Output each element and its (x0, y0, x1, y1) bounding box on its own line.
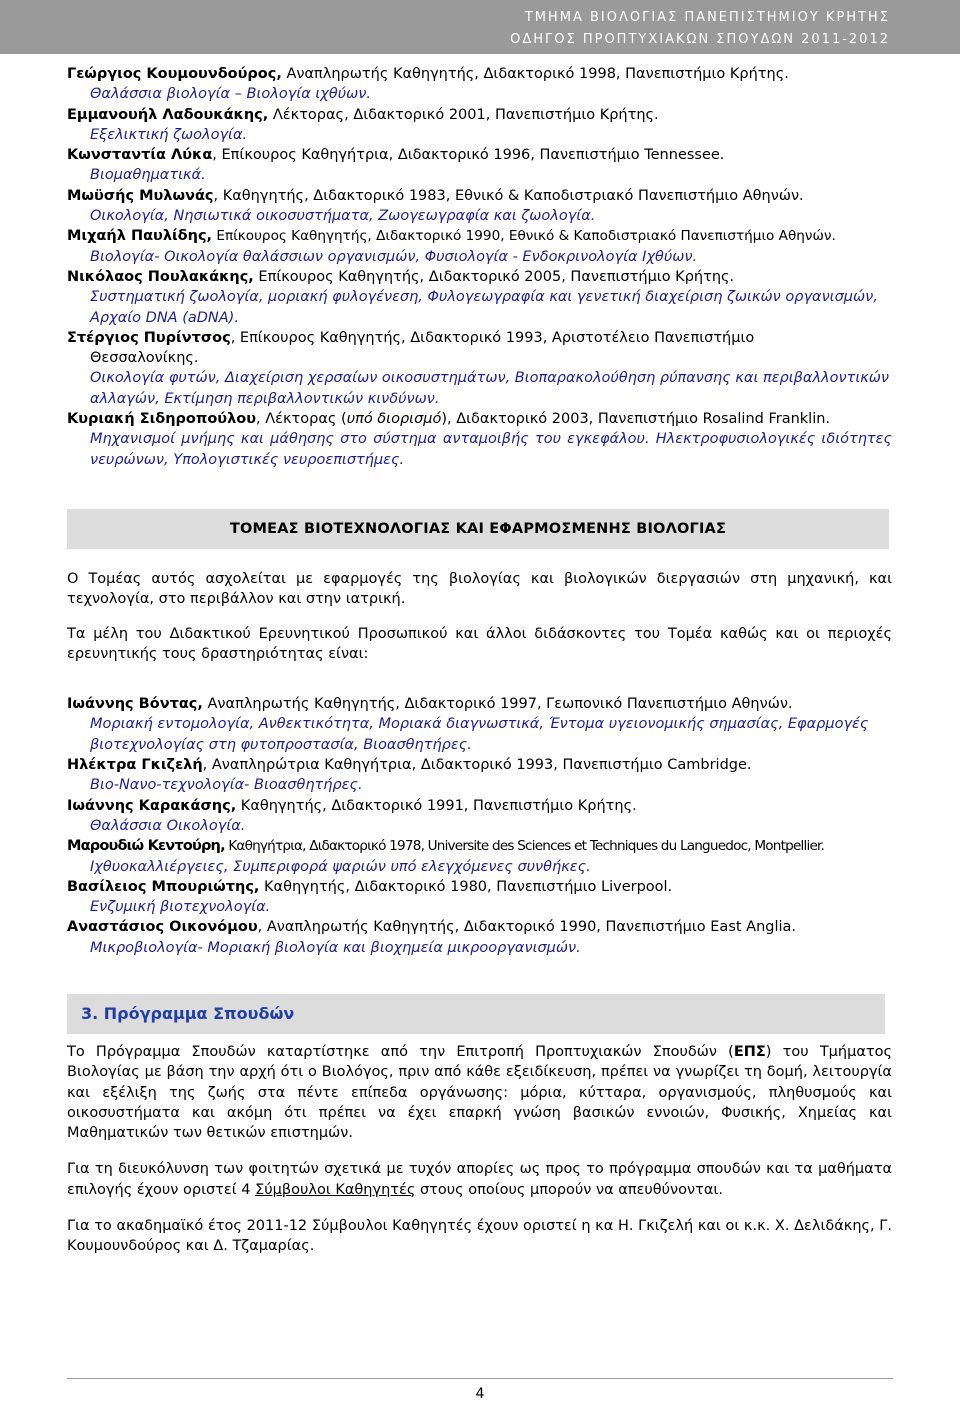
staff-name: Αναστάσιος Οικονόμου (67, 919, 258, 936)
staff-info: , Επίκουρος Καθηγήτρια, Διδακτορικό 1996, Πανεπιστήμιο Tennessee. (212, 147, 725, 164)
staff-field: Μικροβιολογία- Μοριακή βιολογία και βιοχημεία μικροοργανισμών. (90, 939, 581, 956)
advisors-link[interactable]: Σύμβουλοι Καθηγητές (255, 1181, 416, 1198)
staff-entry (67, 755, 892, 796)
page-number: 4 (475, 1386, 485, 1402)
staff-field: Μηχανισμοί μνήμης και μάθησης στο σύστημα ανταμοιβής του εγκεφάλου. Ηλεκτροφυσιολογικές ιδιότητες νευρώνων, Υπολογιστικές νευροεπιστήμες. (90, 431, 892, 468)
p2-post: στους οποίους μπορούν να απευθύνονται. (415, 1181, 723, 1198)
staff-info: Καθηγητής, Διδακτορικό 1980, Πανεπιστήμιο Liverpool. (259, 878, 673, 895)
staff-list-1 (67, 64, 892, 470)
staff-name: Βασίλειος Μπουριώτης, (67, 878, 260, 895)
page-header (0, 0, 960, 54)
p1-post: ) του Τμήματος Βιολογίας με βάση την αρχή ότι ο Βιολόγος, πριν από κάθε εξειδίκευση, πρέπει να γνωρίζει τη δομή, λειτουργία και εξέλιξη της ζωής στα πέντε επίπεδα οργάνωσης: μόρια, κύτταρα, οργανισμούς, πληθυσμούς και οικοσυστήματα και ακόμη ότι πρέπει να έχει επαρκή γνώση βασικών εννοιών, Φυσικής, Χημείας και Μαθηματικών των θετικών επιστημών. (67, 1043, 892, 1142)
staff-info-post: ), Διδακτορικό 2003, Πανεπιστήμιο Rosalind Franklin. (441, 411, 831, 428)
staff-name: Νικόλαος Πουλακάκης, (67, 268, 254, 285)
staff-entry (67, 917, 892, 958)
staff-field: Οικολογία φυτών, Διαχείριση χερσαίων οικοσυστημάτων, Βιοπαρακολούθηση ρύπανσης και περιβαλλοντικών αλλαγών, Εκτίμηση περιβαλλοντικών κινδύνων. (90, 370, 890, 407)
staff-name: Στέργιος Πυρίντσος (67, 329, 231, 346)
sector-title: ΤΟΜΕΑΣ ΒΙΟΤΕΧΝΟΛΟΓΙΑΣ ΚΑΙ ΕΦΑΡΜΟΣΜΕΝΗΣ ΒΙΟΛΟΓΙΑΣ (229, 520, 727, 537)
staff-entry (67, 64, 892, 105)
staff-info: Καθηγήτρια, Διδακτορικό 1978, Universite des Sciences et Techniques du Languedoc, Montpellier. (224, 838, 825, 855)
staff-list-2 (67, 694, 892, 958)
staff-info: Αναπληρωτής Καθηγητής, Διδακτορικό 1997, Γεωπονικό Πανεπιστήμιο Αθηνών. (202, 696, 793, 713)
staff-name: Μαρουδιώ Κεντούρη, (67, 838, 225, 855)
staff-entry (67, 796, 892, 837)
header-line-1: ΤΜΗΜΑ ΒΙΟΛΟΓΙΑΣ ΠΑΝΕΠΙΣΤΗΜΙΟΥ ΚΡΗΤΗΣ (524, 10, 890, 25)
staff-entry (67, 409, 892, 470)
staff-name: Ηλέκτρα Γκιζελή (67, 757, 203, 774)
staff-name: Κωνσταντία Λύκα (67, 147, 213, 164)
staff-info: Καθηγητής, Διδακτορικό 1991, Πανεπιστήμιο Κρήτης. (236, 797, 637, 814)
staff-info: , Καθηγητής, Διδακτορικό 1983, Εθνικό & Καποδιστριακό Πανεπιστήμιο Αθηνών. (213, 187, 804, 204)
staff-name: Κυριακή Σιδηροπούλου (67, 411, 257, 428)
staff-entry (67, 877, 892, 918)
staff-info: Λέκτορας, Διδακτορικό 2001, Πανεπιστήμιο Κρήτης. (268, 106, 659, 123)
section-title: 3. Πρόγραμμα Σπουδών (81, 1003, 295, 1023)
p1-pre: Το Πρόγραμμα Σπουδών καταρτίστηκε από την Επιτροπή Προπτυχιακών Σπουδών ( (67, 1043, 734, 1060)
staff-field: Βιολογία- Οικολογία θαλάσσιων οργανισμών, Φυσιολογία - Ενδοκρινολογία Ιχθύων. (90, 248, 698, 265)
staff-entry (67, 105, 892, 146)
staff-entry (67, 267, 892, 328)
staff-info: , Επίκουρος Καθηγητής, Διδακτορικό 1993, Αριστοτέλειο Πανεπιστήμιο (230, 329, 755, 346)
sector-intro-1: Ο Τομέας αυτός ασχολείται με εφαρμογές της βιολογίας και βιολογικών διεργασιών στη μηχανική, και τεχνολογία, στο περιβάλλον και στην ιατρική. (67, 570, 892, 608)
section-paragraph-3: Για το ακαδημαϊκό έτος 2011-12 Σύμβουλοι Καθηγητές έχουν οριστεί η κα Η. Γκιζελή και οι κ.κ. Χ. Δελιδάκης, Γ. Κουμουνδούρος και Δ. Τζαμαρίας. (67, 1218, 892, 1255)
staff-name: Μιχαήλ Παυλίδης, (67, 228, 213, 245)
staff-info-italic: υπό διορισμό (346, 411, 442, 428)
staff-name: Εμμανουήλ Λαδουκάκης, (67, 106, 269, 123)
staff-info: Αναπληρωτής Καθηγητής, Διδακτορικό 1998, Πανεπιστήμιο Κρήτης. (281, 66, 789, 82)
section-paragraph-1 (67, 1042, 892, 1143)
staff-info: Επίκουρος Καθηγητής, Διδακτορικό 2005, Πανεπιστήμιο Κρήτης. (253, 268, 735, 285)
header-line-2: ΟΔΗΓΟΣ ΠΡΟΠΤΥΧΙΑΚΩΝ ΣΠΟΥΔΩΝ 2011-2012 (510, 32, 890, 47)
staff-entry (67, 226, 892, 267)
staff-field: Βιομαθηματικά. (90, 167, 206, 184)
staff-entry (67, 186, 892, 227)
p1-bold: ΕΠΣ (733, 1043, 766, 1060)
document-body (67, 64, 892, 1257)
staff-name: Γεώργιος Κουμουνδούρος, (67, 66, 282, 82)
staff-field: Μοριακή εντομολογία, Ανθεκτικότητα, Μοριακά διαγνωστικά, Έντομα υγειονομικής σημασίας, Εφαρμογές βιοτεχνολογίας στη φυτοπροστασία, Βιοασθητήρες. (90, 716, 869, 753)
staff-field: Οικολογία, Νησιωτικά οικοσυστήματα, Ζωογεωγραφία και ζωολογία. (90, 208, 596, 225)
staff-field: Συστηματική ζωολογία, μοριακή φυλογένεση, Φυλογεωγραφία και γενετική διαχείριση ζωικών οργανισμών, Αρχαίο DNA (aDNA). (90, 289, 878, 326)
staff-name: Ιωάννης Καρακάσης, (67, 797, 237, 814)
p2-pre: Για τη διευκόλυνση των φοιτητών σχετικά με τυχόν απορίες ως προς το πρόγραμμα σπουδών και τα μαθήματα επιλογής έχουν οριστεί 4 (67, 1161, 892, 1198)
staff-field: Θαλάσσια βιολογία – Βιολογία ιχθύων. (90, 86, 371, 103)
staff-entry (67, 836, 892, 877)
staff-name: Ιωάννης Βόντας, (67, 696, 203, 713)
staff-name: Μωϋσής Μυλωνάς (67, 187, 214, 204)
staff-info-continued: Θεσσαλονίκης. (90, 350, 199, 367)
staff-field: Βιο-Νανο-τεχνολογία- Βιοασθητήρες. (90, 777, 363, 794)
section-paragraph-2 (67, 1159, 892, 1200)
footer-divider (67, 1378, 893, 1379)
staff-entry (67, 328, 892, 409)
staff-entry (67, 145, 892, 186)
staff-info: , Λέκτορας ( (256, 411, 347, 428)
staff-field: Θαλάσσια Οικολογία. (90, 817, 246, 834)
staff-info: , Αναπληρώτρια Καθηγήτρια, Διδακτορικό 1993, Πανεπιστήμιο Cambridge. (202, 757, 752, 774)
staff-info: Επίκουρος Καθηγητής, Διδακτορικό 1990, Εθνικό & Καποδιστριακό Πανεπιστήμιο Αθηνών. (212, 228, 836, 245)
staff-field: Ιχθυοκαλλιέργειες, Συμπεριφορά ψαριών υπό ελεγχόμενες συνθήκες. (90, 858, 591, 875)
sector-heading-box (67, 509, 889, 549)
staff-field: Ενζυμική βιοτεχνολογία. (90, 899, 271, 916)
staff-field: Εξελικτική ζωολογία. (90, 126, 248, 143)
section-heading-box (67, 994, 885, 1034)
staff-info: , Αναπληρωτής Καθηγητής, Διδακτορικό 1990, Πανεπιστήμιο East Anglia. (257, 919, 797, 936)
sector-intro-2: Τα μέλη του Διδακτικού Ερευνητικού Προσωπικού και άλλοι διδάσκοντες του Τομέα καθώς και οι περιοχές ερευνητικής τους δραστηριότητας είναι: (67, 625, 892, 662)
staff-entry (67, 694, 892, 755)
